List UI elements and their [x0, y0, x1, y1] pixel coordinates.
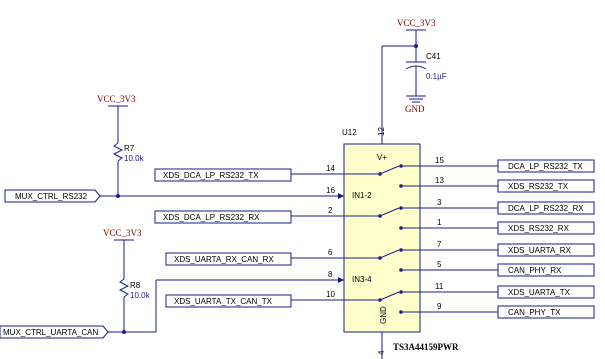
left-pin-number: 16 — [326, 186, 335, 195]
left-net-label: MUX_CTRL_RS232 — [15, 192, 88, 201]
right-net-7 — [420, 240, 594, 256]
right-pin-number: 5 — [437, 260, 442, 269]
right-pin-number: 15 — [435, 156, 444, 165]
pin-gnd-number: 4 — [377, 350, 386, 355]
arrow-icon — [338, 193, 344, 199]
right-net-9 — [420, 302, 594, 318]
right-pin-number: 13 — [435, 176, 444, 185]
in12-label: IN1-2 — [352, 191, 372, 200]
right-net-3 — [420, 198, 594, 214]
r7-value: 10.0k — [124, 154, 144, 163]
right-net-label: XDS_RS232_TX — [508, 182, 569, 191]
right-pin-number: 9 — [437, 302, 442, 311]
left-net-label: XDS_DCA_LP_RS232_TX — [163, 171, 259, 180]
left-net-label: XDS_DCA_LP_RS232_RX — [163, 213, 260, 222]
junction-dot — [414, 44, 418, 48]
vcc-r7-symbol — [97, 94, 136, 106]
c41-value: 0.1µF — [426, 72, 447, 81]
arrow-icon — [338, 277, 344, 283]
part-number: TS3A44159PWR — [393, 342, 459, 352]
chip-ref: U12 — [342, 128, 357, 137]
chip-u12 — [344, 144, 420, 332]
capacitor-c41 — [406, 52, 447, 96]
vcc-top-label: VCC_3V3 — [397, 18, 436, 28]
right-net-label: XDS_RS232_RX — [508, 224, 569, 233]
right-pin-number: 11 — [435, 282, 444, 291]
left-pin-number: 6 — [328, 248, 333, 257]
resistor-r8 — [120, 279, 128, 297]
right-net-1 — [420, 218, 594, 234]
r8-value: 10.0k — [130, 291, 150, 300]
right-net-label: DCA_LP_RS232_RX — [508, 204, 584, 213]
pin-vplus-number: 12 — [377, 127, 386, 136]
vplus-label: V+ — [377, 153, 388, 162]
r8-ref: R8 — [130, 281, 141, 290]
left-net-label: MUX_CTRL_UARTA_CAN — [3, 328, 99, 337]
right-net-11 — [420, 282, 594, 298]
left-net-label: XDS_UARTA_RX_CAN_RX — [174, 255, 274, 264]
left-pin-number: 10 — [326, 290, 335, 299]
left-net-label: XDS_UARTA_TX_CAN_TX — [174, 297, 272, 306]
right-net-label: CAN_PHY_TX — [508, 308, 561, 317]
right-pin-number: 7 — [437, 240, 442, 249]
gnd-label: GND — [405, 104, 425, 114]
left-pin-number: 2 — [328, 206, 333, 215]
gnd-pin-label: GND — [379, 306, 388, 324]
ground-icon — [405, 96, 426, 114]
right-net-13 — [420, 176, 594, 192]
right-net-15 — [420, 156, 594, 172]
r7-ref: R7 — [124, 144, 135, 153]
right-net-5 — [420, 260, 594, 276]
right-net-label: XDS_UARTA_RX — [508, 246, 571, 255]
right-net-label: DCA_LP_RS232_TX — [508, 162, 583, 171]
right-pin-number: 3 — [437, 198, 442, 207]
right-net-label: CAN_PHY_RX — [508, 266, 562, 275]
right-pin-number: 1 — [437, 218, 442, 227]
right-net-label: XDS_UARTA_TX — [508, 288, 570, 297]
c41-ref: C41 — [426, 52, 441, 61]
in34-label: IN3-4 — [352, 275, 372, 284]
resistor-r7 — [114, 143, 122, 161]
vcc-r8-symbol — [103, 228, 142, 240]
left-pin-number: 14 — [326, 164, 335, 173]
vcc-r8-label: VCC_3V3 — [103, 228, 142, 238]
vcc-r7-label: VCC_3V3 — [97, 94, 136, 104]
left-pin-number: 8 — [328, 270, 333, 279]
